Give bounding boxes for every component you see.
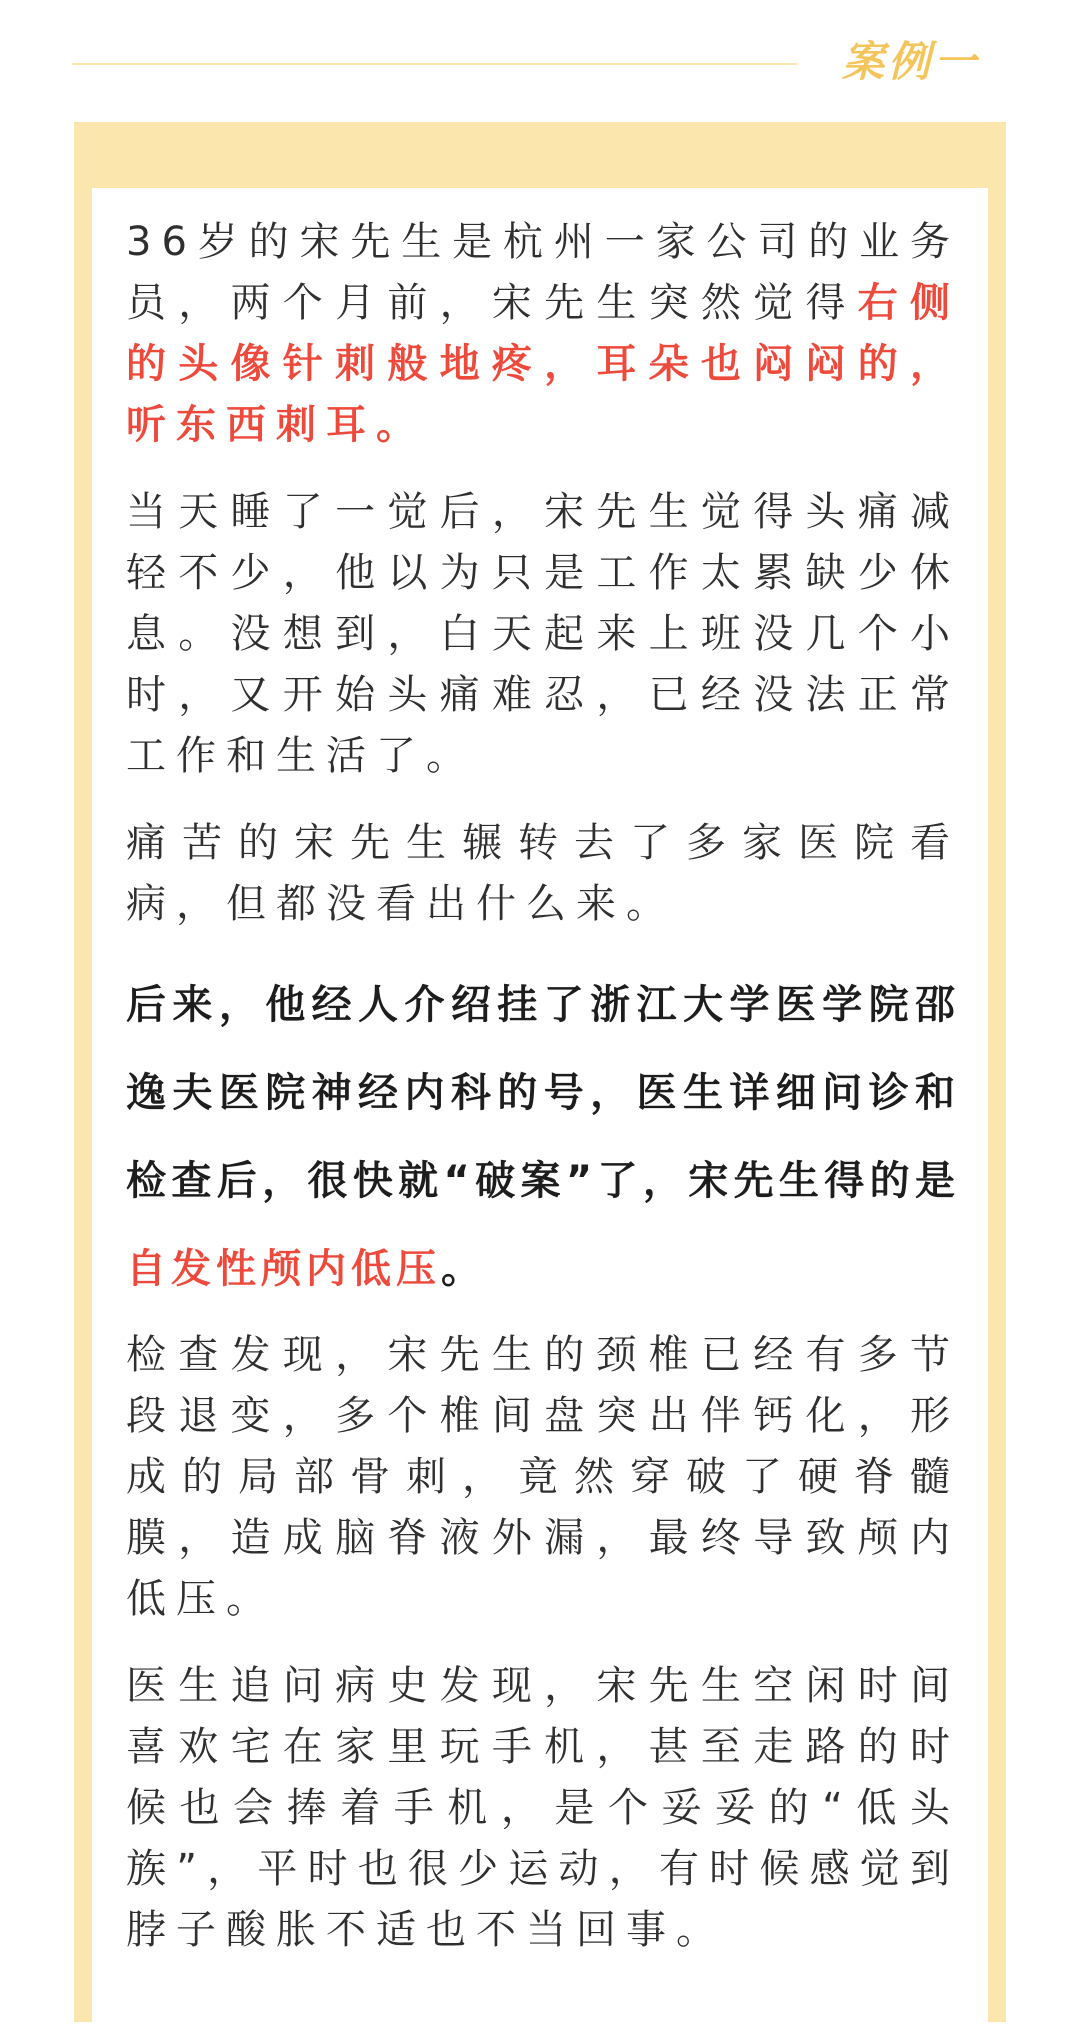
paragraph-diagnosis-end: 。 [441, 1246, 486, 1292]
paragraph-diagnosis [126, 961, 960, 1313]
paragraph-history: 医生追问病史发现，宋先生空闲时间喜欢宅在家里玩手机，甚至走路的时候也会捧着手机，是个妥妥的“低头族”，平时也很少运动，有时候感觉到脖子酸胀不适也不当回事。 [126, 1663, 960, 1953]
paragraph-symptoms: 当天睡了一觉后，宋先生觉得头痛减轻不少，他以为只是工作太累缺少休息。没想到，白天起来上班没几个小时，又开始头痛难忍，已经没法正常工作和生活了。 [126, 489, 960, 779]
paragraph-examination: 检查发现，宋先生的颈椎已经有多节段退变，多个椎间盘突出伴钙化，形成的局部骨刺，竟然穿破了硬脊髓膜，造成脑脊液外漏，最终导致颅内低压。 [126, 1332, 960, 1622]
article-frame [74, 122, 1006, 2022]
paragraph-intro-highlight: 右侧的头像针刺般地疼，耳朵也闷闷的，听东西刺耳。 [126, 280, 961, 448]
paragraph-intro-text: 36岁的宋先生是杭州一家公司的业务员，两个月前，宋先生突然觉得 [126, 219, 960, 326]
diagnosis-highlight: 自发性颅内低压 [126, 1246, 441, 1292]
paragraph-intro [126, 212, 960, 456]
article-body [126, 212, 960, 1987]
paragraph-hospitals: 痛苦的宋先生辗转去了多家医院看病，但都没看出什么来。 [126, 820, 960, 927]
section-header [0, 0, 1080, 120]
paragraph-diagnosis-text: 后来，他经人介绍挂了浙江大学医学院邵逸夫医院神经内科的号，医生详细问诊和检查后，很快就“破案”了，宋先生得的是 [126, 982, 960, 1204]
section-title: 案例一 [842, 37, 981, 86]
header-divider-line [72, 63, 797, 65]
article-card [92, 188, 988, 2038]
